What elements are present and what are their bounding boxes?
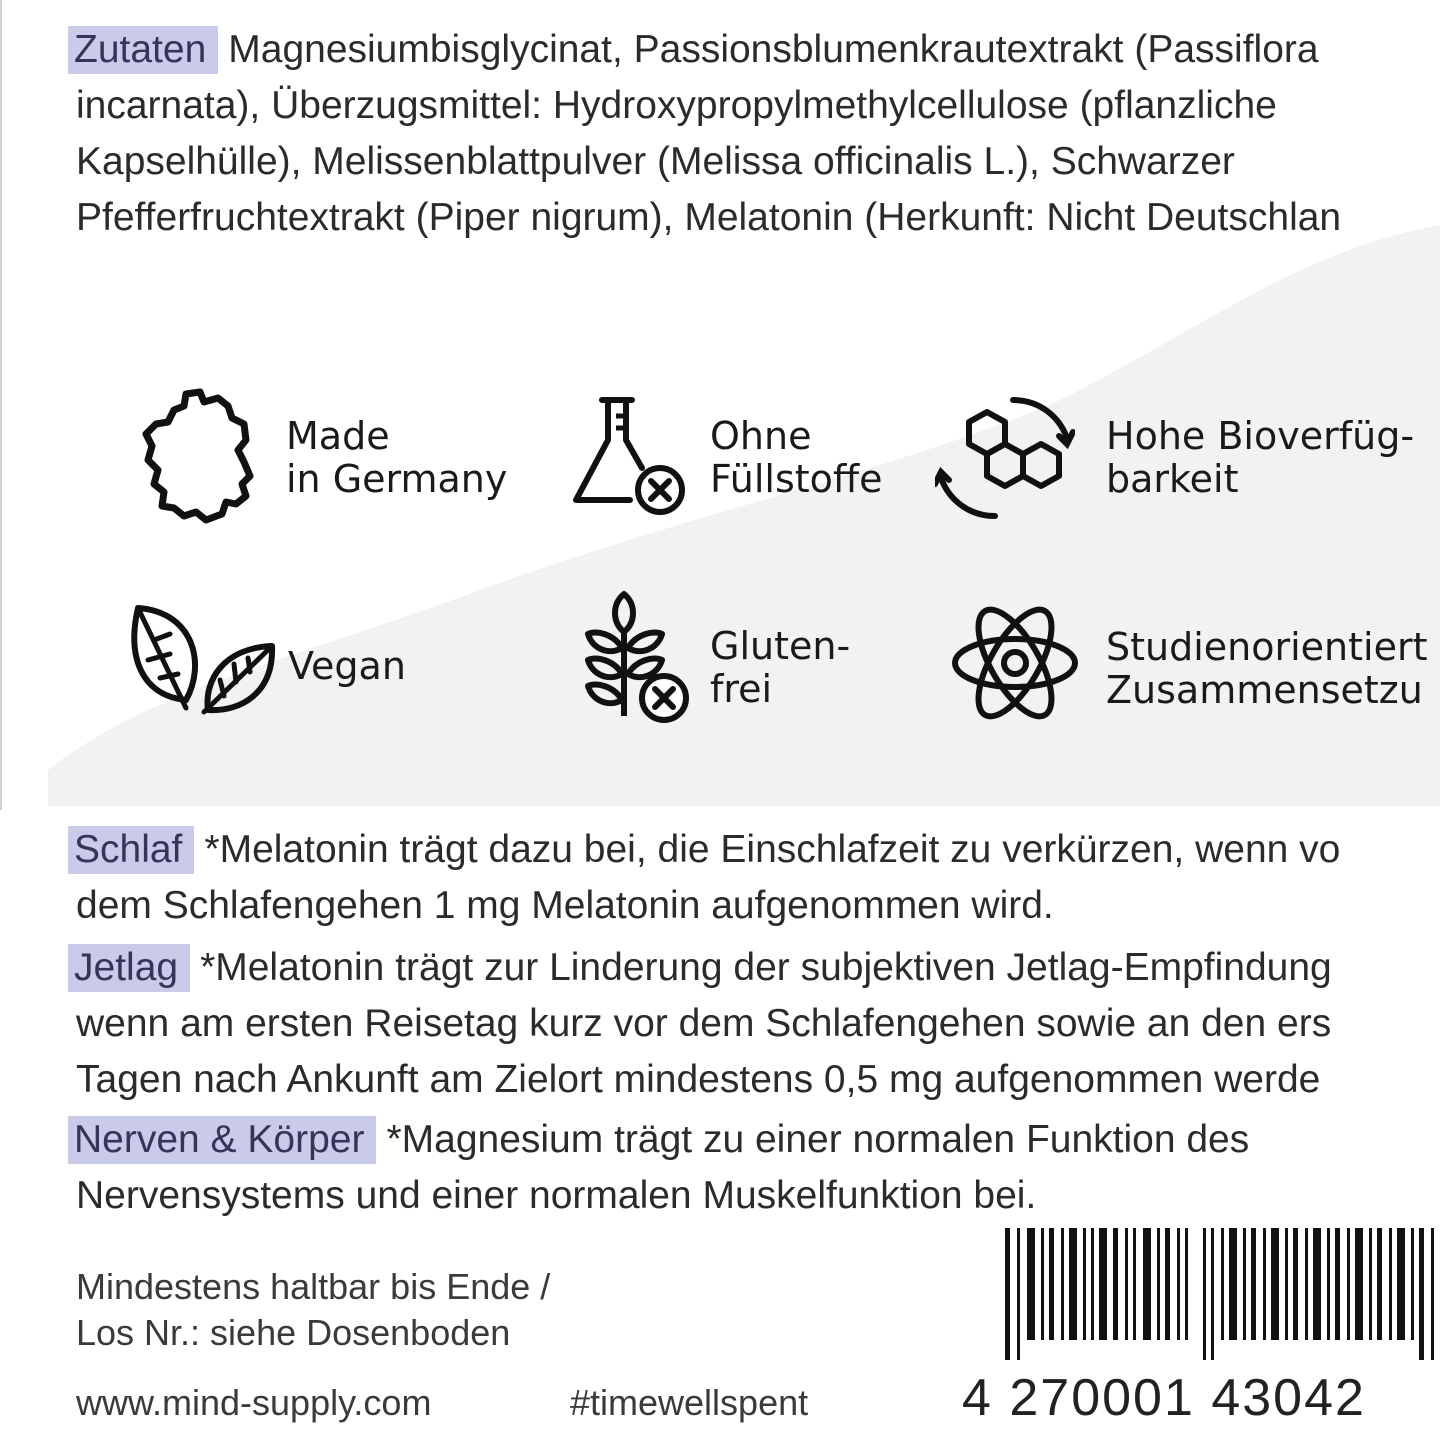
germany-map-icon xyxy=(140,388,260,528)
ingredients-section xyxy=(76,22,1341,246)
flask-x-icon xyxy=(570,394,690,518)
barcode-number: 4 270001 43042 xyxy=(962,1369,1366,1427)
claim-nerves: Nerven & Körper *Magnesium trägt zu einer normalen Funktion des Nervensystems und einer normalen Muskelfunktion bei. xyxy=(76,1112,1249,1224)
feature-label: Ohne Füllstoffe xyxy=(710,414,883,501)
feature-label: Studienorientiert Zusammensetzu xyxy=(1106,625,1428,712)
feature-label: Gluten- frei xyxy=(710,624,851,711)
claim-jetlag: Jetlag *Melatonin trägt zur Linderung der subjektiven Jetlag-Empfindung wenn am ersten Reisetag kurz vor dem Schlafengehen sowie an den ers Tagen nach Ankunft am Zielort mindestens 0,5 mg aufgenommen werde xyxy=(76,940,1332,1108)
barcode xyxy=(1005,1228,1440,1360)
ingredients-tag: Zutaten xyxy=(68,26,218,74)
leaves-icon xyxy=(124,600,280,718)
best-before-text: Mindestens haltbar bis Ende / xyxy=(76,1266,551,1307)
feature-label: Made in Germany xyxy=(286,414,508,501)
wheat-x-icon xyxy=(584,590,694,724)
website-link[interactable]: www.mind-supply.com xyxy=(76,1382,432,1423)
ingredients-line: Pfefferfruchtextrakt (Piper nigrum), Melatonin (Herkunft: Nicht Deutschlan xyxy=(76,196,1342,239)
claim-tag: Jetlag xyxy=(68,944,190,992)
claim-tag: Schlaf xyxy=(68,826,194,874)
claim-tag: Nerven & Körper xyxy=(68,1116,376,1164)
ingredients-line: Magnesiumbisglycinat, Passionsblumenkrautextrakt (Passiflora xyxy=(228,28,1319,71)
hashtag-text: #timewellspent xyxy=(570,1382,809,1423)
feature-label: Vegan xyxy=(288,644,406,688)
left-border xyxy=(0,0,2,810)
ingredients-line: incarnata), Überzugsmittel: Hydroxypropylmethylcellulose (pflanzliche xyxy=(76,84,1277,127)
molecule-cycle-icon xyxy=(935,392,1075,524)
feature-label: Hohe Bioverfüg- barkeit xyxy=(1106,414,1415,501)
lot-number-text: Los Nr.: siehe Dosenboden xyxy=(76,1312,511,1353)
claim-sleep: Schlaf *Melatonin trägt dazu bei, die Einschlafzeit zu verkürzen, wenn vo dem Schlafengehen 1 mg Melatonin aufgenommen wird. xyxy=(76,822,1340,934)
ingredients-line: Kapselhülle), Melissenblattpulver (Melissa officinalis L.), Schwarzer xyxy=(76,140,1235,183)
atom-icon xyxy=(952,596,1078,730)
